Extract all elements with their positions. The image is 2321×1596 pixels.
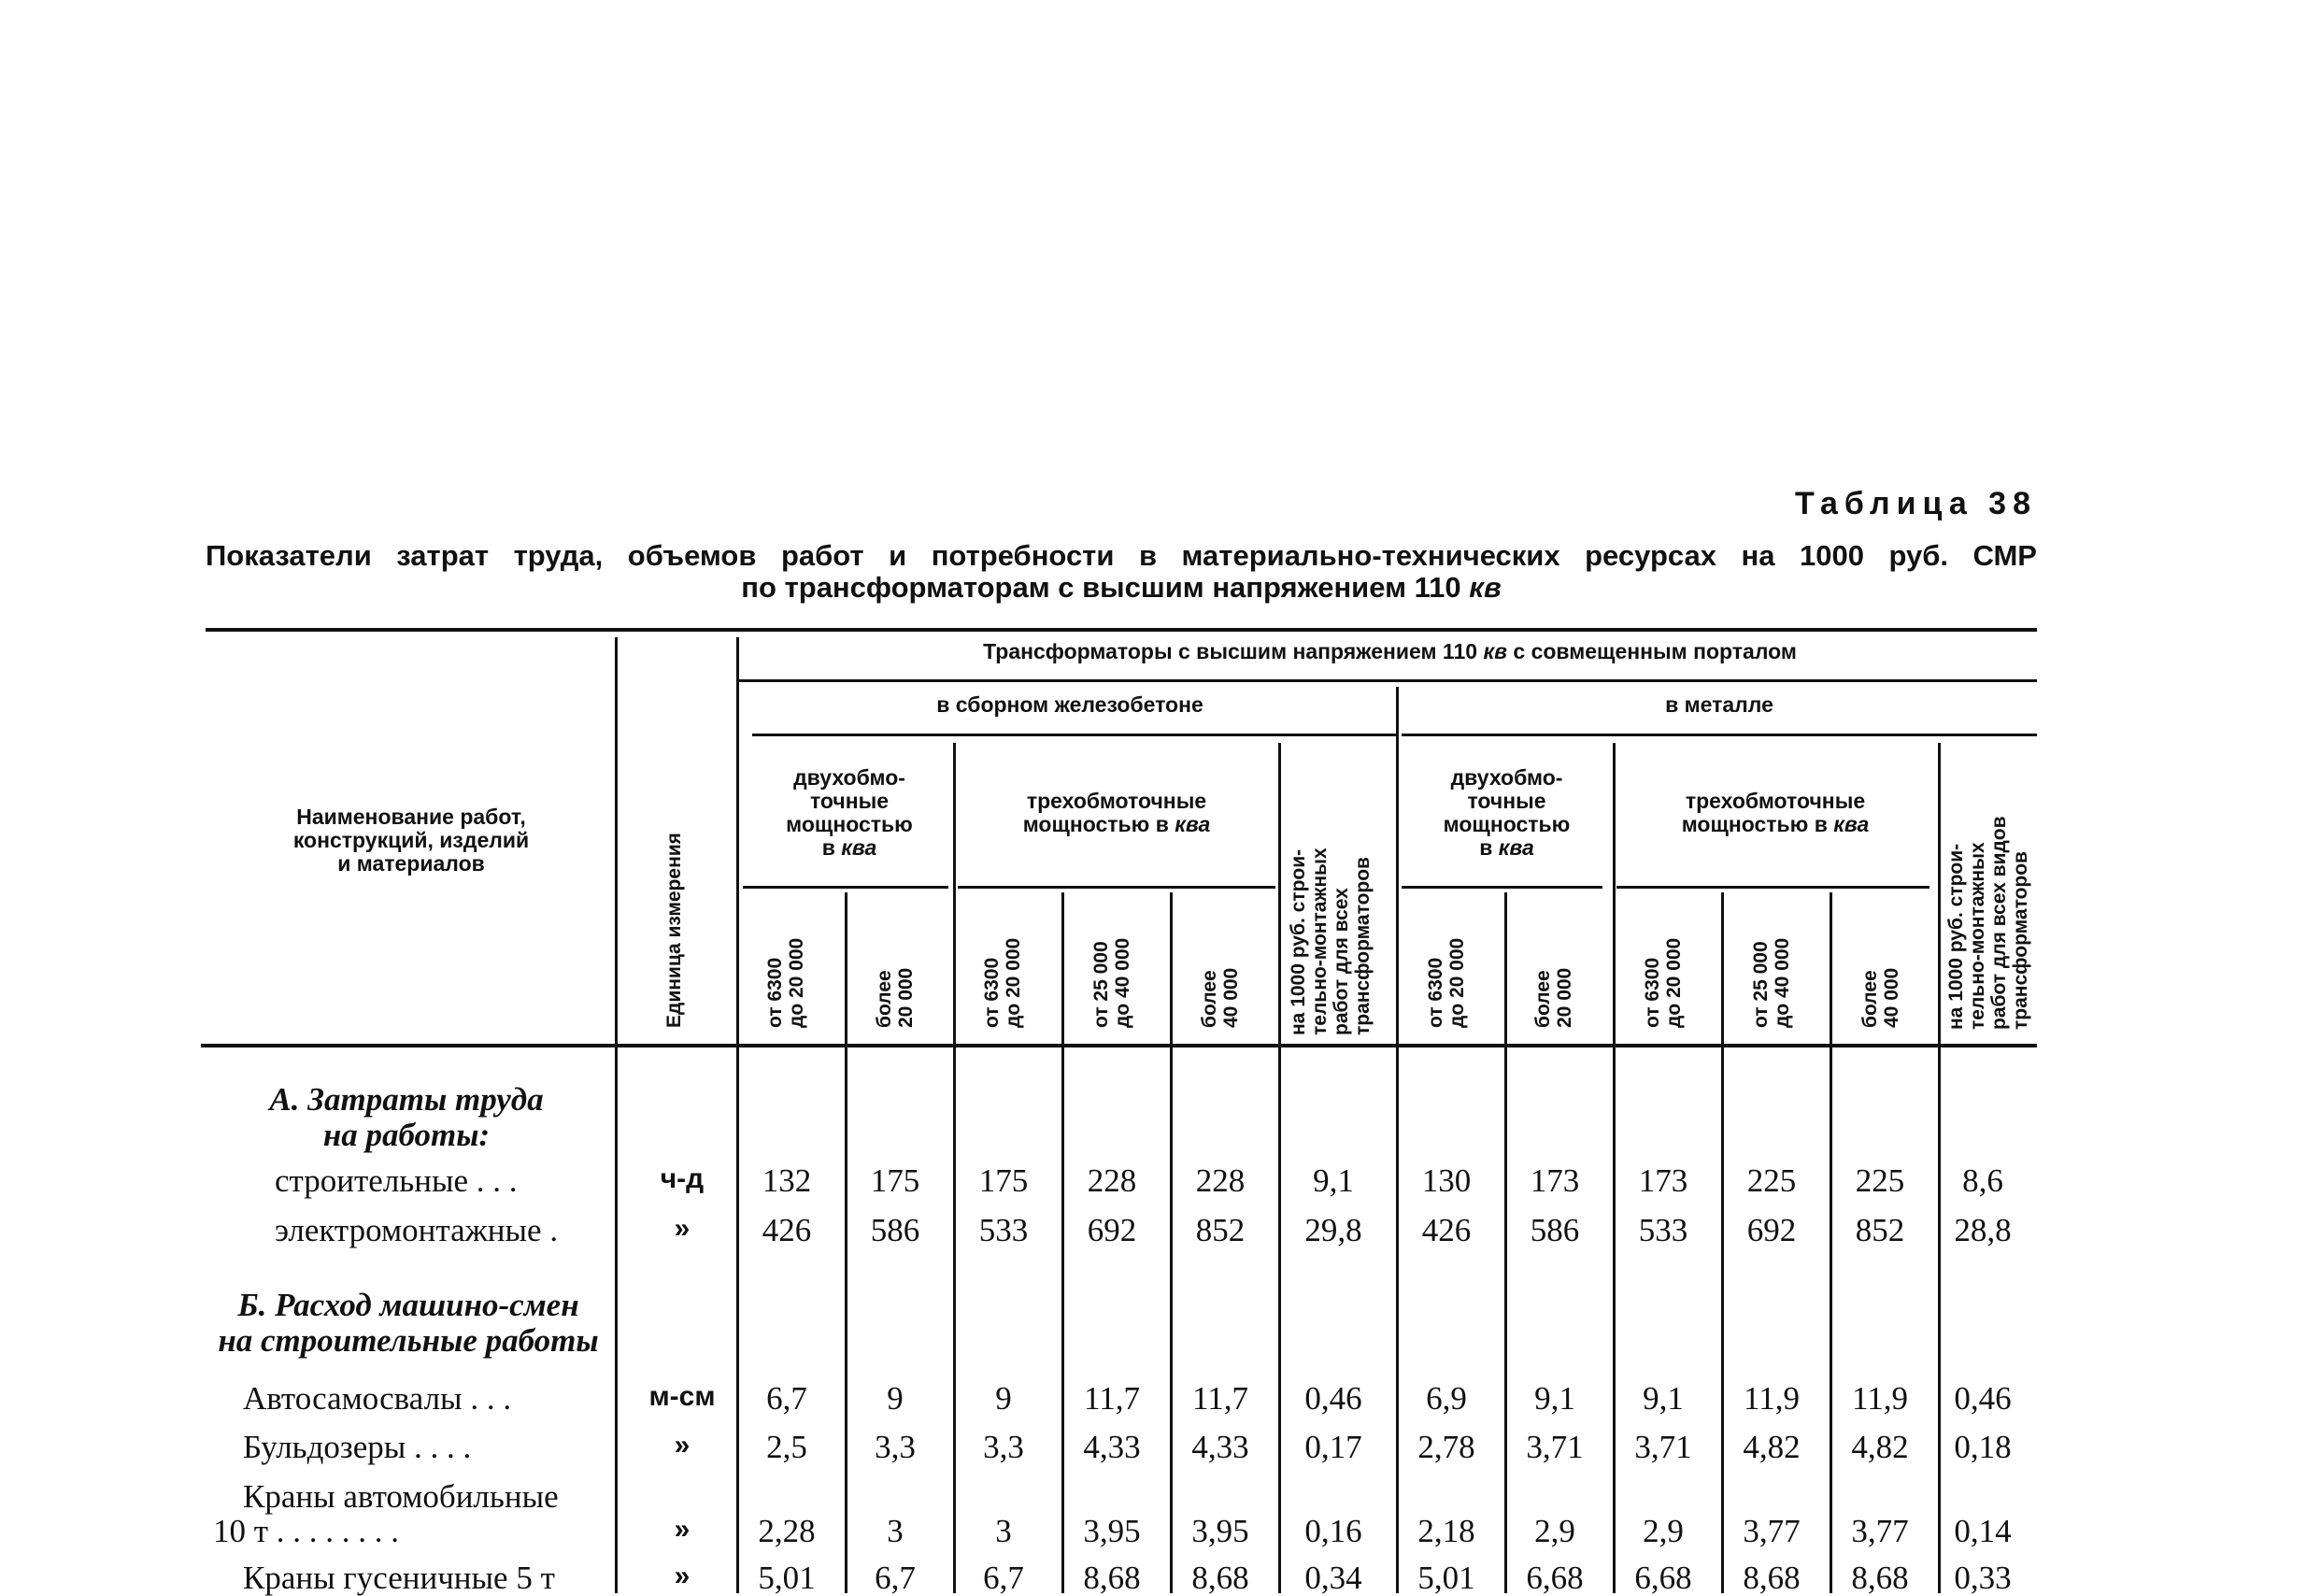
table-cell: 0,46 [1304, 1380, 1362, 1417]
header-two-winding-1: двухобмо- точные мощностью в ква [786, 765, 913, 860]
table-cell: 2,18 [1417, 1513, 1475, 1549]
section-title-labor: А. Затраты труда на работы: [269, 1081, 544, 1153]
header-per1000-group2: на 1000 руб. строи- тельно-монтажных работ для всех видов трансформаторов [1945, 816, 2031, 1030]
row-unit: м-см [648, 1381, 716, 1412]
table-cell: 0,14 [1954, 1513, 2012, 1549]
vrule-name [615, 637, 618, 1593]
subhead-g2-three-c: более 40 000 [1859, 967, 1902, 1028]
row-name: Краны гусеничные 5 т [243, 1560, 555, 1596]
table-cell: 6,7 [766, 1380, 807, 1417]
header-unit-column: Единица измерения [663, 833, 685, 1028]
table-cell: 225 [1855, 1162, 1905, 1199]
rule-under-two2 [1402, 886, 1602, 889]
row-unit: » [674, 1213, 691, 1244]
table-cell: 11,9 [1852, 1380, 1908, 1417]
table-cell: 9,1 [1534, 1380, 1575, 1417]
table-cell: 0,18 [1954, 1429, 2012, 1465]
table-cell: 4,33 [1083, 1429, 1141, 1465]
table-cell: 9,1 [1643, 1380, 1684, 1417]
table-caption-line1: Показатели затрат труда, объемов работ и потребности в материально-технических ресурсах на 1000 руб. СМР [206, 539, 2037, 572]
table-cell: 11,7 [1084, 1380, 1140, 1417]
subhead-g2-three-a: от 6300 до 20 000 [1642, 937, 1685, 1028]
header-three-winding-1: трехобмоточные мощностью в ква [1022, 789, 1211, 836]
table-cell: 8,68 [1191, 1560, 1249, 1596]
table-cell: 533 [978, 1212, 1029, 1248]
table-cell: 586 [870, 1212, 920, 1248]
header-name-column: Наименование работ, конструкций, изделий и материалов [292, 805, 530, 876]
table-cell: 586 [1530, 1212, 1580, 1248]
table-cell: 692 [1746, 1212, 1797, 1248]
table-cell: 228 [1195, 1162, 1246, 1199]
table-cell: 3,77 [1851, 1513, 1909, 1549]
table-cell: 426 [1421, 1212, 1472, 1248]
table-cell: 2,9 [1643, 1513, 1684, 1549]
header-three-winding-2: трехобмоточные мощностью в ква [1681, 789, 1870, 836]
table-cell: 0,33 [1954, 1560, 2012, 1596]
table-cell: 11,9 [1744, 1380, 1800, 1417]
header-group-metal: в металле [1665, 692, 1773, 717]
table-cell: 225 [1746, 1162, 1797, 1199]
table-cell: 3,71 [1634, 1429, 1692, 1465]
table-cell: 4,33 [1191, 1429, 1249, 1465]
header-per1000-group1: на 1000 руб. строи- тельно-монтажных работ для всех трансформаторов [1288, 848, 1374, 1035]
table-cell: 3,77 [1743, 1513, 1801, 1549]
table-cell: 2,9 [1534, 1513, 1575, 1549]
subhead-g2-two-b: более 20 000 [1532, 967, 1575, 1028]
row-unit: » [674, 1560, 691, 1591]
table-cell: 132 [762, 1162, 812, 1199]
table-cell: 5,01 [758, 1560, 816, 1596]
row-name: электромонтажные . [275, 1212, 559, 1248]
row-name: Бульдозеры . . . . [243, 1429, 472, 1465]
table-cell: 8,68 [1083, 1560, 1141, 1596]
table-cell: 0,16 [1304, 1513, 1362, 1549]
table-cell: 9 [887, 1380, 904, 1417]
table-cell: 3,71 [1526, 1429, 1584, 1465]
table-cell: 29,8 [1304, 1212, 1362, 1248]
subhead-g1-three-a: от 6300 до 20 000 [981, 937, 1024, 1028]
table-cell: 533 [1638, 1212, 1688, 1248]
table-cell: 692 [1087, 1212, 1137, 1248]
table-cell: 28,8 [1954, 1212, 2012, 1248]
table-top-rule [206, 628, 2037, 632]
table-cell: 2,78 [1417, 1429, 1475, 1465]
rule-under-three2 [1616, 886, 1929, 889]
table-cell: 3,3 [983, 1429, 1024, 1465]
table-cell: 2,28 [758, 1513, 816, 1549]
table-cell: 3,95 [1191, 1513, 1249, 1549]
table-cell: 4,82 [1743, 1429, 1801, 1465]
table-cell: 852 [1195, 1212, 1246, 1248]
table-cell: 6,9 [1426, 1380, 1467, 1417]
subhead-g1-three-c: более 40 000 [1199, 967, 1242, 1028]
table-cell: 0,46 [1954, 1380, 2012, 1417]
rule-under-two1 [743, 886, 948, 889]
table-cell: 426 [762, 1212, 812, 1248]
table-cell: 6,7 [983, 1560, 1024, 1596]
table-cell: 173 [1638, 1162, 1688, 1199]
table-cell: 11,7 [1192, 1380, 1248, 1417]
row-name-line1: Краны автомобильные [243, 1478, 559, 1515]
table-label: Таблица 38 [1795, 486, 2037, 521]
table-caption-line2: по трансформаторам с высшим напряжением 110 кв [741, 571, 1502, 604]
row-unit: » [674, 1430, 691, 1461]
subhead-g2-three-b: от 25 000 до 40 000 [1750, 937, 1793, 1028]
table-cell: 9 [995, 1380, 1012, 1417]
table-cell: 0,17 [1304, 1429, 1362, 1465]
table-cell: 0,34 [1304, 1560, 1362, 1596]
section-title-machine-shifts: Б. Расход машино-смен на строительные работы [218, 1287, 599, 1359]
table-cell: 852 [1855, 1212, 1905, 1248]
table-cell: 9,1 [1313, 1162, 1354, 1199]
rule-under-group1 [752, 734, 1397, 736]
row-name: строительные . . . [275, 1162, 518, 1199]
table-cell: 8,68 [1851, 1560, 1909, 1596]
rule-under-transformers [738, 679, 2037, 682]
row-name: Автосамосвалы . . . [243, 1380, 512, 1417]
row-name: 10 т . . . . . . . . [213, 1513, 400, 1549]
table-cell: 8,68 [1743, 1560, 1801, 1596]
row-unit: ч-д [660, 1163, 705, 1194]
table-cell: 6,68 [1634, 1560, 1692, 1596]
table-cell: 6,7 [875, 1560, 916, 1596]
table-cell: 5,01 [1417, 1560, 1475, 1596]
subhead-g1-two-a: от 6300 до 20 000 [764, 937, 807, 1028]
header-bottom-rule [201, 1044, 2037, 1047]
rule-under-three1 [958, 886, 1275, 889]
subhead-g1-two-b: более 20 000 [874, 967, 917, 1028]
subhead-g1-three-b: от 25 000 до 40 000 [1090, 937, 1133, 1028]
table-cell: 3 [887, 1513, 904, 1549]
table-cell: 3,3 [875, 1429, 916, 1465]
table-cell: 175 [870, 1162, 920, 1199]
table-cell: 8,6 [1962, 1162, 2003, 1199]
table-cell: 3,95 [1083, 1513, 1141, 1549]
header-transformers: Трансформаторы с высшим напряжением 110 кв с совмещенным порталом [983, 639, 1797, 663]
table-cell: 2,5 [766, 1429, 807, 1465]
header-group-precast-concrete: в сборном железобетоне [936, 692, 1203, 717]
table-cell: 3 [995, 1513, 1012, 1549]
subhead-g2-two-a: от 6300 до 20 000 [1425, 937, 1468, 1028]
rule-under-group2 [1402, 734, 2037, 736]
table-cell: 175 [978, 1162, 1029, 1199]
header-two-winding-2: двухобмо- точные мощностью в ква [1443, 765, 1571, 860]
table-cell: 4,82 [1851, 1429, 1909, 1465]
table-cell: 173 [1530, 1162, 1580, 1199]
row-unit: » [674, 1514, 691, 1545]
table-cell: 6,68 [1526, 1560, 1584, 1596]
table-cell: 130 [1421, 1162, 1472, 1199]
table-cell: 228 [1087, 1162, 1137, 1199]
